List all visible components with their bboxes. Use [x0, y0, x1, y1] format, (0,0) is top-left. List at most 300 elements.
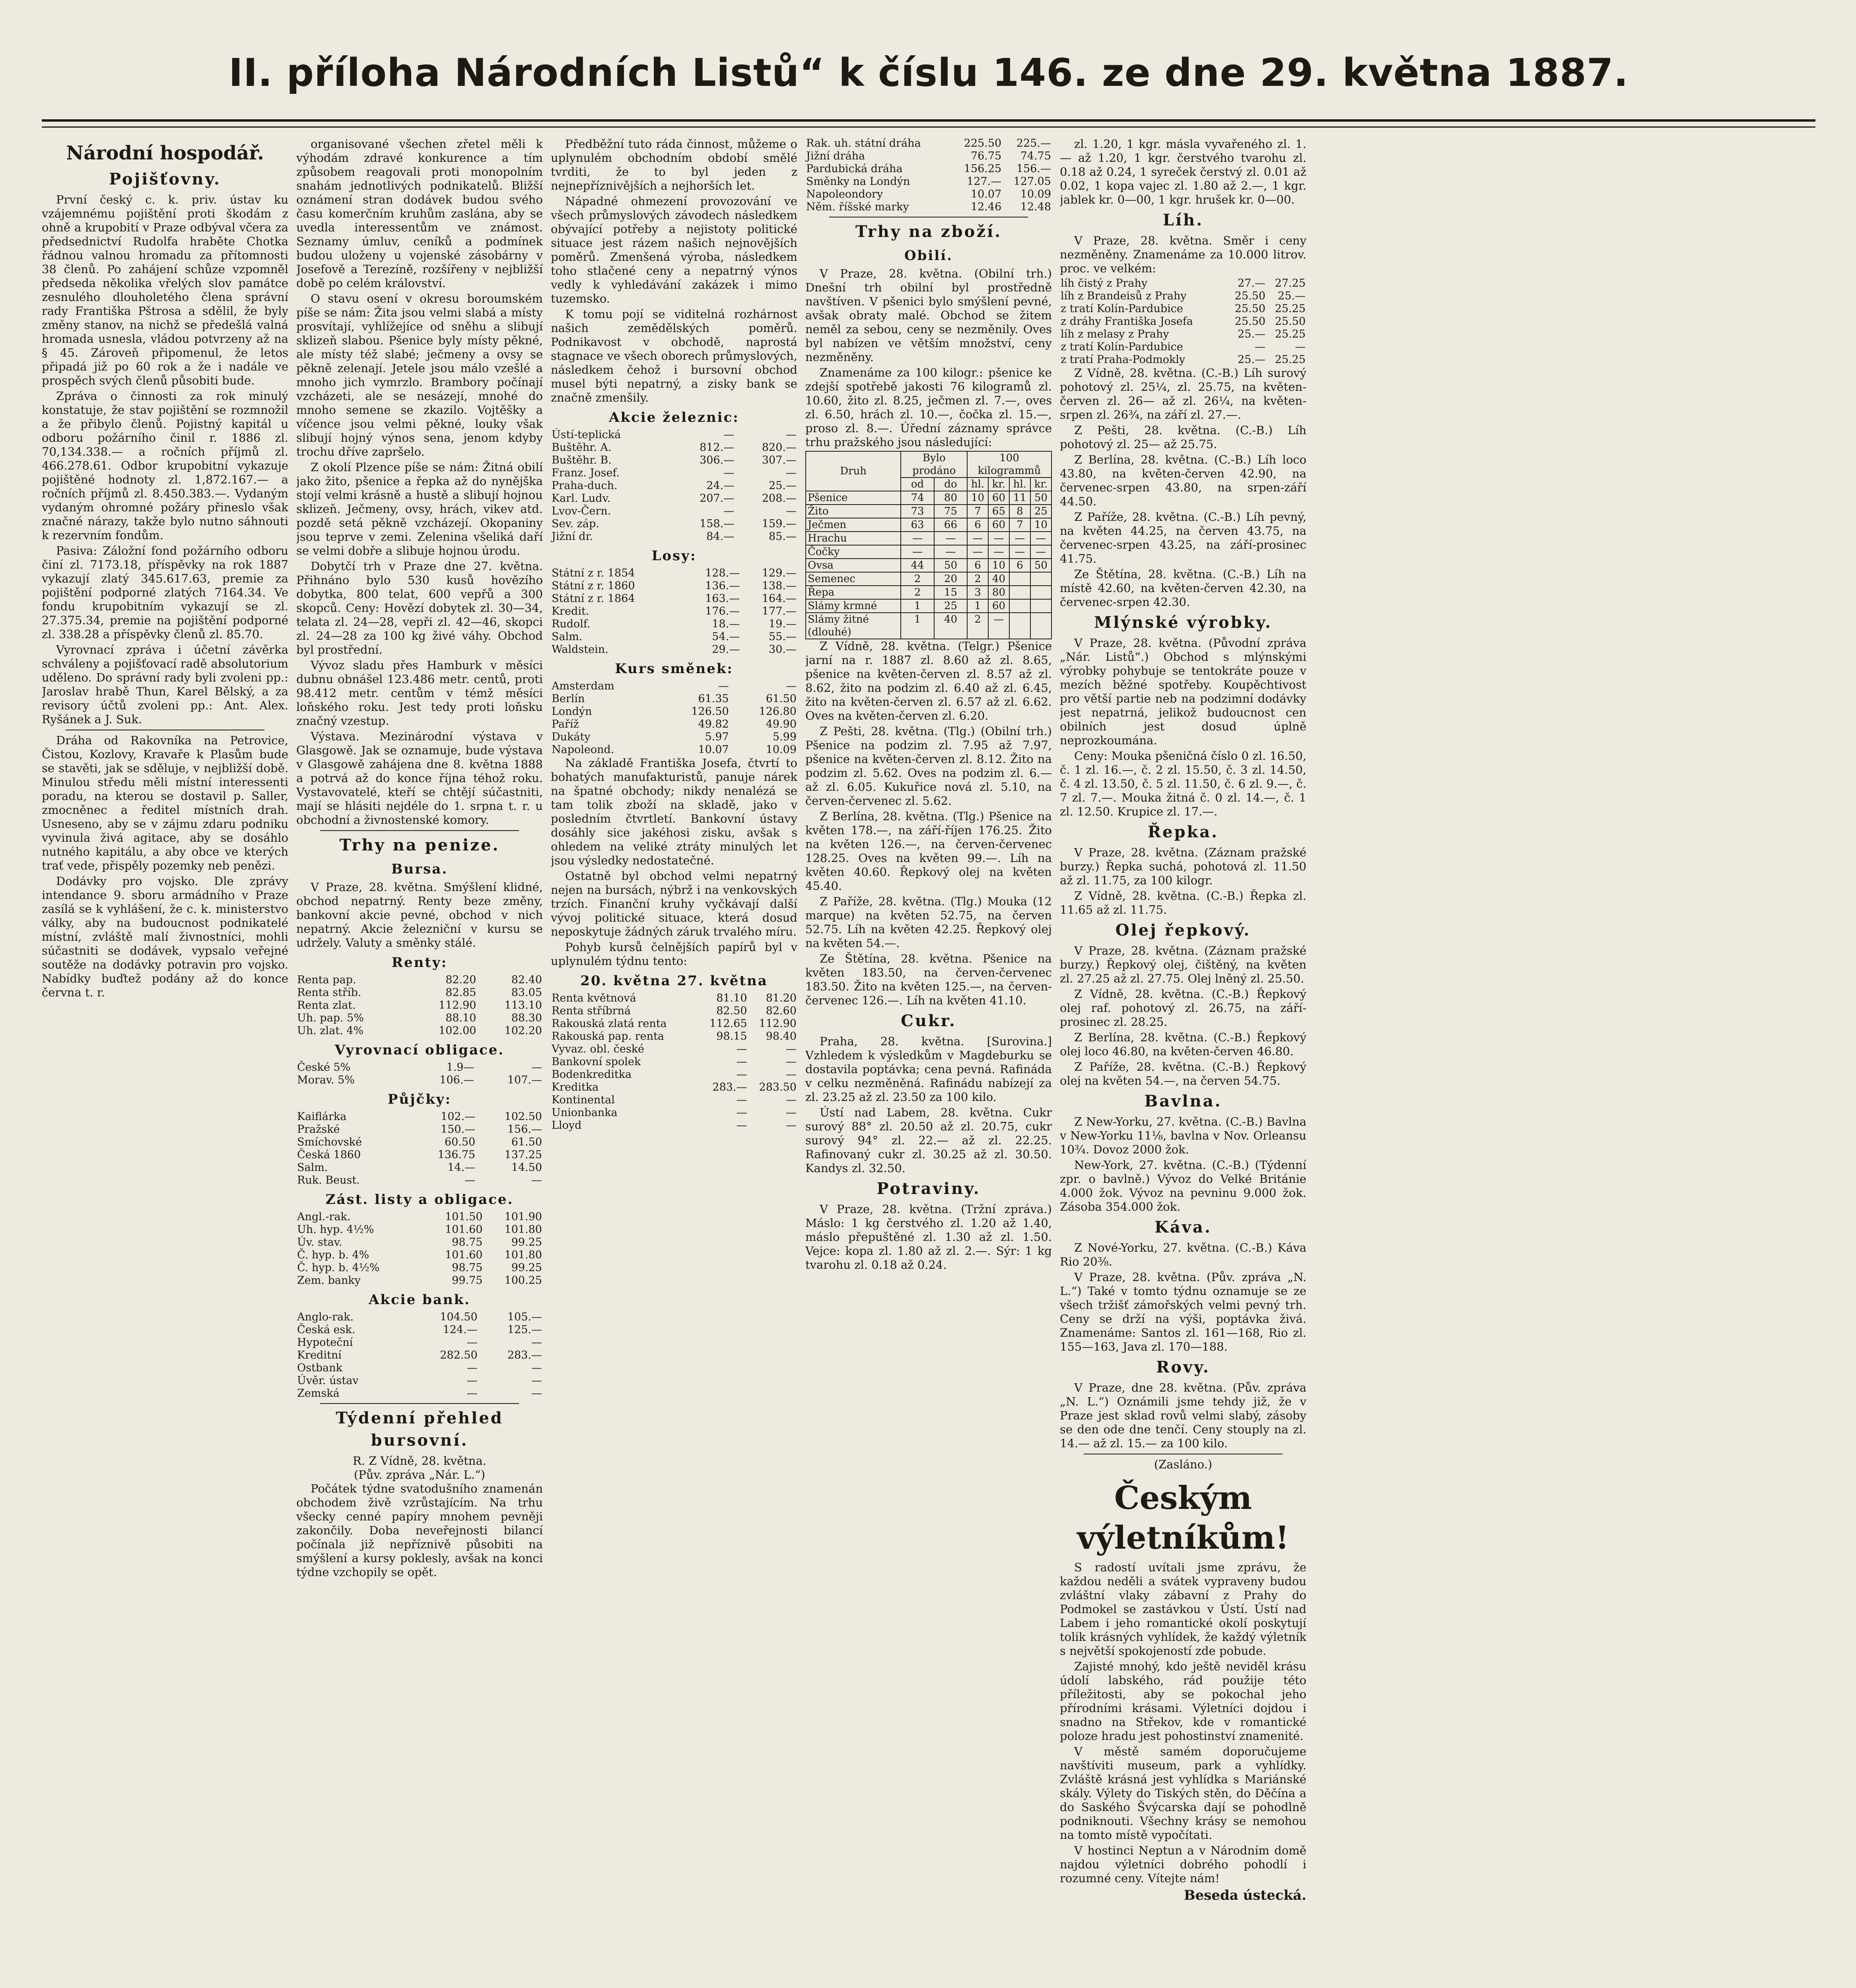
- article-paragraph: Dobytčí trh v Praze dne 27. května. Přihnáno bylo 530 kusů hovězího dobytka, 800 telat, 600 vepřů a 300 skopců. Ceny: Hovězí dobytek zl. 30—34, telata zl. 24—28, vepři zl. 42—46, skopci zl. 24—28 za 100 kg živé váhy. Obchod byl prostřední.: [296, 559, 543, 656]
- table-row: [296, 1324, 543, 1336]
- row-value: 61.35: [698, 693, 729, 705]
- table-row: [296, 1110, 543, 1123]
- table-row: [805, 175, 1052, 188]
- article-paragraph: Předběžní tuto ráda činnost, můžeme o uplynulém obchodním období smělé tvrditi, že to byl jeden z nejnepříznivějších a nejhorších let.: [551, 137, 797, 192]
- row-value: —: [736, 1094, 747, 1106]
- grain-value: 2: [901, 572, 934, 586]
- coffee-title: Káva.: [1154, 1218, 1212, 1237]
- article-paragraph: organisované všechen zřetel měli k výhodám zdravé konkurence a tím způsobem reagovali proti monopolním snahám jednotlivých podnikatelů. Bližší oznámení stran dodávek budou svého času komerčním kruhům zaslána, aby se uvedla interessentům ve známost. Seznamy úmluv, ceníků a podmínek budou uloženy u vojenské zásobárny v Josefově a Terezíně, rozšířeny v nejbližší době po celém království.: [296, 137, 543, 290]
- row-value: —: [786, 1043, 797, 1055]
- article-paragraph: Z Paříže, 28. května. (Tlg.) Mouka (12 marque) na květen 52.75, na červen 52.75. Líh na květen 42.25. Řepkový olej na květen 54.—.: [805, 895, 1052, 950]
- table-row: [296, 1362, 543, 1375]
- row-value: 19.—: [769, 618, 797, 630]
- row-label: Karl. Ludv.: [552, 492, 611, 505]
- row-value: 25.—: [769, 480, 797, 492]
- weekly-source: (Pův. zpráva „Nár. L.“): [354, 1468, 486, 1481]
- row-value: —: [786, 680, 797, 692]
- table-row: [296, 999, 543, 1012]
- grain-label: Slámy žitné (dlouhé): [806, 613, 901, 639]
- grain-row: [806, 572, 1051, 586]
- row-value: 102.50: [504, 1110, 542, 1123]
- columns: [42, 137, 1815, 1988]
- row-value: 10.09: [1020, 188, 1051, 200]
- cotton-text: New-York, 27. května. (C.-B.) (Týdenní zpr. o bavlně.) Vývoz do Velké Británie 4.000 žok. Vývoz na pevninu 9.000 žok. Zásoba 354.000 žok.: [1060, 1158, 1306, 1213]
- row-value: 10.09: [766, 744, 797, 756]
- oil-text: Z Berlína, 28. května. (C.-B.) Řepkový olej loco 46.80, na květen-červen 46.80.: [1060, 1031, 1306, 1058]
- table-row: [1060, 277, 1306, 290]
- table-row: [296, 1223, 543, 1236]
- row-value: 25.50: [1234, 303, 1266, 315]
- article-paragraph: O stavu osení v okresu boroumském píše se nám: Žita jsou velmi slabá a místy prosvítají, vyhlížejíce od sněhu a slibují sklizeň slabou. Pšenice byly místy pěkné, ale místy též slabé; ječmeny a ovsy se pěkně zelenají. Jetele jsou málo vzešlé a mnoho jich vymrzlo. Brambory počínají vzcházeti, ale se nesázejí, mnohé do mnoho semene se zkazilo. Vojtěšky a víčence jsou velmi pěkné, louky však slibují hojný výnos sena, jenom kdyby trochu dříve zapršelo.: [296, 292, 543, 458]
- grain-value: 50: [1030, 491, 1051, 505]
- row-value: 820.—: [762, 441, 797, 454]
- grain-value: 73: [901, 505, 934, 518]
- table-row: [1060, 315, 1306, 328]
- table-row: [551, 618, 797, 631]
- grain-row: [806, 491, 1051, 505]
- grain-value: 20: [934, 572, 967, 586]
- table-row: [551, 429, 797, 441]
- table-row: [551, 680, 797, 693]
- grain-value: 44: [901, 559, 934, 572]
- grain-value: —: [1030, 532, 1051, 545]
- table-row: [551, 992, 797, 1005]
- row-value: 106.—: [439, 1074, 474, 1086]
- table-row: [1060, 328, 1306, 341]
- section-title: Národní hospodář.: [66, 142, 264, 164]
- table-row: [551, 705, 797, 718]
- row-label: Praha-duch.: [552, 480, 618, 492]
- row-value: 81.20: [766, 992, 797, 1004]
- grain-value: 8: [1009, 505, 1030, 518]
- row-value: 124.—: [443, 1324, 478, 1336]
- grain-value: [1030, 586, 1051, 599]
- row-value: 88.10: [445, 1012, 476, 1024]
- table-row: [296, 1025, 543, 1037]
- row-value: 88.30: [511, 1012, 542, 1024]
- article-paragraph: Z Pešti, 28. května. (C.-B.) Líh pohotový zl. 25— až 25.75.: [1060, 423, 1306, 451]
- row-value: 82.20: [445, 974, 476, 986]
- grain-value: 50: [934, 559, 967, 572]
- row-value: —: [786, 1068, 797, 1081]
- table-row: [551, 1056, 797, 1068]
- row-label: Renta zlat.: [297, 999, 356, 1011]
- quote-table-akcie-bank: [296, 1311, 543, 1400]
- table-row: [551, 580, 797, 592]
- grain-value: 10: [1030, 518, 1051, 532]
- row-value: 207.—: [700, 492, 735, 505]
- row-label: Pražské: [297, 1123, 340, 1136]
- article-paragraph: Ceny: Mouka pšeničná číslo 0 zl. 16.50, č. 1 zl. 16.—, č. 2 zl. 15.50, č. 3 zl. 14.50, č. 4 zl. 13.50, č. 5 zl. 11.50, č. 6 zl. 9.—, č. 7 zl. 7.—. Mouka žitná č. 0 zl. 14.—, č. 1 zl. 12.50. Krupice zl. 17.—.: [1060, 749, 1306, 818]
- row-value: 18.—: [712, 618, 740, 630]
- article-paragraph: Nápadné ohmezení provozování ve všech průmyslových závodech následkem obývající potřeby a nejistoty politické situace jest rázem našich nejnovějších poměrů. Zmenšená výroba, následkem toho stlačené ceny a nepatrný výnos vedly k vyhledávání zakázek i mimo tuzemsko.: [551, 194, 797, 305]
- row-value: 85.—: [769, 530, 797, 543]
- grain-value: 60: [988, 518, 1009, 532]
- row-label: Franz. Josef.: [552, 467, 620, 479]
- row-value: —: [466, 1362, 478, 1374]
- article-paragraph: První český c. k. priv. ústav ku vzájemnému pojištění proti škodám z ohně a krupobití v Praze odbýval včera za předsednictví Rudolfa hraběte Chotka řádnou valnou hromadu za přítomnosti 38 členů. Po zahájení schůze vzpomněl předseda několika vřelých slov památce zesnulého dlouholetého člena správní rady Františka Pštrosa a sdělil, že byly změny stanov, na nichž se předešlá valná hromada usnesla, vládou potvrzeny až na § 45. Zároveň připomenul, že letos připadá již po 60 rok a že i nadále ve prospěch svých členů působiti bude.: [42, 193, 288, 387]
- row-label: Uh. hyp. 4½%: [297, 1223, 374, 1236]
- grain-row: [806, 505, 1051, 518]
- quote-table-renty: [296, 974, 543, 1037]
- divider: [320, 830, 519, 831]
- grain-value: 2: [967, 613, 988, 639]
- table-row: [551, 592, 797, 605]
- row-label: Renta stříb.: [297, 986, 361, 999]
- row-label: Jižní dráha: [806, 150, 865, 162]
- table-row: [296, 1249, 543, 1262]
- article-paragraph: Ze Štětína, 28. května. (C.-B.) Líh na místě 42.60, na květen-červen 42.30, na červenec-srpen 42.30.: [1060, 567, 1306, 609]
- coffee-text: V Praze, 28. května. (Pův. zpráva „N. L.“) Také v tomto týdnu oznamuje se ze všech tržišť zámořských velmi pevný trh. Ceny se drží na výši, poptávka živá. Znamenáme: Santos zl. 161—168, Rio zl. 155—163, Java zl. 170—188.: [1060, 1270, 1306, 1353]
- row-value: 102.00: [439, 1025, 476, 1037]
- row-value: 99.25: [511, 1236, 542, 1248]
- row-label: Pardubická dráha: [806, 163, 903, 175]
- table-row: [551, 467, 797, 480]
- row-label: Vyvaz. obl. české: [552, 1043, 645, 1055]
- table-row: [296, 1136, 543, 1149]
- table-row: [296, 1211, 543, 1223]
- row-label: Rakouská pap. renta: [552, 1030, 664, 1043]
- row-label: Uh. pap. 5%: [297, 1012, 364, 1024]
- weekly-dateline: R. Z Vídně, 28. května.: [353, 1454, 486, 1468]
- spirit-intro: V Praze, 28. května. Směr i ceny nezměněny. Znamenáme za 10.000 litrov. proc. ve velkém:: [1060, 234, 1306, 275]
- row-value: 61.50: [766, 693, 797, 705]
- article-paragraph: K tomu pojí se viditelná rozhárnost našich zemědělských poměrů. Podnikavost v obchodě, naprostá stagnace ve všech oborech průmyslových, následkem čehož i bursovní obchod musel býti nepatrný, a zisky bank se značně zmenšily.: [551, 307, 797, 404]
- row-label: Buštěhr. A.: [552, 441, 612, 454]
- row-label: líh čistý z Prahy: [1061, 277, 1148, 289]
- grain-value: 74: [901, 491, 934, 505]
- grain-value: 6: [967, 559, 988, 572]
- column-1: [42, 137, 288, 1988]
- rapeseed-text: V Praze, 28. května. (Záznam pražské burzy.) Řepka suchá, pohotová zl. 11.50 až zl. 11.75, za 100 kilogr.: [1060, 846, 1306, 887]
- grain-value: 6: [1009, 559, 1030, 572]
- grain-value: —: [1030, 545, 1051, 559]
- grain-value: 40: [934, 613, 967, 639]
- row-value: —: [531, 1061, 542, 1074]
- table-row: [551, 480, 797, 492]
- row-label: líh z melasy z Prahy: [1061, 328, 1169, 340]
- row-value: 84.—: [706, 530, 735, 543]
- table-row: [1060, 353, 1306, 366]
- row-value: —: [1295, 341, 1306, 353]
- article-paragraph: Zpráva o činnosti za rok minulý konstatuje, že stav pojištění se rozmnožil a že přibylo členů. Pojistný kapitál u odboru požárního činil r. 1886 zl. 70,134.338.— a ročních příjmů zl. 466.278.61. Odbor krupobitní vykazuje pojištěné hodnoty zl. 1,872.167.— a ročních příjmů zl. 8.450.383.—. Vydaným vydaným ohromné požáry přineslo však značné nárazy, takže bylo nutno sáhnouti k rezervním fondům.: [42, 389, 288, 542]
- row-label: Renta stříbrná: [552, 1005, 631, 1017]
- table-row: [551, 492, 797, 505]
- grain-value: 80: [988, 586, 1009, 599]
- table-row: [551, 1107, 797, 1119]
- article-paragraph: Z Vídně, 28. května. (Telgr.) Pšenice jarní na r. 1887 zl. 8.60 až zl. 8.65, pšenice na květen-červen zl. 8.57 až zl. 8.62, žito na podzim zl. 6.40 až zl. 6.45, žito na květen-červen zl. 6.57 až zl. 6.62. Oves na květen-červen zl. 6.20.: [805, 639, 1052, 722]
- grain-header-kr: kr.: [988, 478, 1009, 491]
- grain-value: 63: [901, 518, 934, 532]
- row-value: 1.9—: [446, 1061, 474, 1074]
- row-value: —: [531, 1387, 542, 1400]
- row-value: 125.—: [507, 1324, 542, 1336]
- table-row: [296, 1061, 543, 1074]
- table-row: [296, 986, 543, 999]
- row-label: Rakouská zlatá renta: [552, 1017, 667, 1030]
- grain-value: 2: [901, 586, 934, 599]
- row-value: 25.—: [1278, 290, 1306, 302]
- grain-value: —: [967, 545, 988, 559]
- grain-value: 10: [988, 559, 1009, 572]
- table-row: [805, 201, 1052, 214]
- row-label: Anglo-rak.: [297, 1311, 354, 1323]
- row-value: 12.46: [970, 201, 1002, 213]
- article-paragraph: Z Berlína, 28. května. (C.-B.) Líh loco 43.80, na květen-červen 42.90, na červenec-srpen 43.80, na srpen-září 44.50.: [1060, 453, 1306, 508]
- table-row: [551, 1043, 797, 1056]
- grain-value: [1009, 613, 1030, 639]
- row-value: 14.50: [511, 1161, 542, 1174]
- grain-value: —: [988, 613, 1009, 639]
- table-row: [296, 1311, 543, 1324]
- row-value: 156.—: [507, 1123, 542, 1136]
- grain-value: 11: [1009, 491, 1030, 505]
- article-paragraph: Výstava. Mezinárodní výstava v Glasgowě. Jak se oznamuje, bude výstava v Glasgowě zahájena dne 8. května 1888 a potrvá až do konce října téhož roku. Vystavovatelé, kteří se chtějí súčastniti, mají se hlásiti nejdéle do 1. srpna t. r. u obchodní a živnostenské komory.: [296, 730, 543, 827]
- row-value: 54.—: [712, 631, 740, 643]
- grain-value: —: [901, 545, 934, 559]
- table-row: [296, 1349, 543, 1362]
- row-label: Amsterdam: [552, 680, 614, 692]
- row-value: —: [736, 1107, 747, 1119]
- grain-value: —: [1009, 545, 1030, 559]
- row-value: 156.—: [1016, 163, 1051, 175]
- table-row: [551, 631, 797, 643]
- masthead: [42, 9, 1815, 136]
- subsection-title: Pojišťovny.: [109, 170, 221, 188]
- row-value: 25.25: [1275, 328, 1306, 340]
- row-value: —: [736, 1056, 747, 1068]
- row-value: 12.48: [1020, 201, 1051, 213]
- grain-label: Žito: [806, 505, 901, 518]
- oil-title: Olej řepkový.: [1115, 921, 1251, 940]
- grain-label: Slámy krmné: [806, 599, 901, 613]
- row-value: 112.65: [709, 1017, 747, 1030]
- article-paragraph: Dodávky pro vojsko. Dle zprávy intendance 9. sboru armádního v Praze zasílá se k vyhlášení, že c. k. ministerstvo války, aby na budoucnost podnikatelé místní, zvláště malí živnostníci, mohli súčastniti se dodávek, vypsalo veřejné soutěže na dodávky potravin pro vojsko. Nabídky buďtež podány až do konce června t. r.: [42, 874, 288, 999]
- article-paragraph: Z Pešti, 28. května. (Tlg.) (Obilní trh.) Pšenice na podzim zl. 7.95 až 7.97, pšenice na květen-červen zl. 8.12. Žito na podzim zl. 5.62. Oves na podzim zl. 6.— až zl. 6.05. Kukuřice nová zl. 5.10, na červen-červenec zl. 5.62.: [805, 724, 1052, 808]
- grain-value: —: [967, 532, 988, 545]
- row-value: —: [736, 1119, 747, 1132]
- row-value: 81.10: [716, 992, 747, 1004]
- row-label: z tratí Praha-Podmokly: [1061, 353, 1186, 366]
- row-label: líh z Brandeisů z Prahy: [1061, 290, 1187, 302]
- row-label: Úvěr. ústav: [297, 1375, 359, 1387]
- row-value: 100.25: [504, 1274, 542, 1287]
- ad-paragraph: V městě samém doporučujeme navštíviti museum, park a vyhlídky. Zvláště krásná jest vyhlídka s Mariánské skály. Výlety do Tiských stěn, do Děčína a do Saského Švýcarska dají se pohodlně podniknouti. Všechny krásy se nemohou na tomto místě vypočítati.: [1060, 1745, 1306, 1842]
- row-value: 10.07: [698, 744, 729, 756]
- row-value: —: [786, 1107, 797, 1119]
- row-value: 27.—: [1238, 277, 1266, 289]
- table-title: Půjčky:: [387, 1091, 452, 1107]
- row-value: 136.75: [437, 1149, 476, 1161]
- column-5: [1060, 137, 1306, 1988]
- table-row: [296, 974, 543, 986]
- row-value: 812.—: [700, 441, 735, 454]
- row-label: Státní z r. 1864: [552, 592, 635, 605]
- row-value: 225.—: [1016, 137, 1051, 149]
- grain-label: Ječmen: [806, 518, 901, 532]
- row-label: Něm. říšské marky: [806, 201, 909, 213]
- row-label: Ústí-teplická: [552, 429, 621, 441]
- oil-text: V Praze, 28. května. (Záznam pražské burzy.) Řepkový olej, čištěný, na květen zl. 27.25 až zl. 27.75. Olej lněný zl. 25.50.: [1060, 944, 1306, 985]
- oil-text: Z Paříže, 28. května. (C.-B.) Řepkový olej na květen 54.—, na červen 54.75.: [1060, 1060, 1306, 1087]
- grain-value: 3: [967, 586, 988, 599]
- table-row: [1060, 303, 1306, 315]
- row-value: 127.05: [1013, 175, 1051, 188]
- row-label: Jižní dr.: [552, 530, 593, 543]
- table-row: [296, 1274, 543, 1287]
- row-value: 55.—: [769, 631, 797, 643]
- table-row: [551, 718, 797, 731]
- quote-table-zast: [296, 1211, 543, 1287]
- row-value: —: [723, 467, 735, 479]
- grain-value: [1009, 586, 1030, 599]
- grain-value: —: [934, 532, 967, 545]
- row-value: 159.—: [762, 518, 797, 530]
- row-value: 101.60: [445, 1223, 483, 1236]
- section-title-money: Trhy na penize.: [339, 836, 500, 854]
- grain-header-hl2: hl.: [1009, 478, 1030, 491]
- table-row: [805, 188, 1052, 201]
- grain-value: 66: [934, 518, 967, 532]
- grain-value: 65: [988, 505, 1009, 518]
- row-value: 112.90: [759, 1017, 797, 1030]
- grain-header-hl: hl.: [967, 478, 988, 491]
- ad-paragraph: V hostinci Neptun a v Národním domě najdou výletníci dobrého pohodlí i rozumné ceny. Vítejte nám!: [1060, 1844, 1306, 1885]
- grain-row: [806, 599, 1051, 613]
- grain-row: [806, 518, 1051, 532]
- row-value: 82.85: [445, 986, 476, 999]
- bursa-intro: V Praze, 28. května. Smýšlení klidné, obchod nepatrný. Renty beze změny, bankovní akcie pevné, obchod v nich nepatrný. Akcie železniční v kursu se udržely. Valuty a směnky stálé.: [296, 880, 543, 949]
- row-value: 98.15: [716, 1030, 747, 1043]
- grain-value: 80: [934, 491, 967, 505]
- row-label: Státní z r. 1860: [552, 580, 635, 592]
- row-value: 82.40: [511, 974, 542, 986]
- row-label: Buštěhr. B.: [552, 454, 612, 466]
- row-value: 99.75: [452, 1274, 483, 1287]
- row-value: —: [531, 1362, 542, 1374]
- table-row: [296, 1262, 543, 1274]
- row-label: Bankovní spolek: [552, 1056, 641, 1068]
- grain-value: 25: [934, 599, 967, 613]
- article-paragraph: Pasiva: Záložní fond požárního odboru činí zl. 7173.18, příspěvky na rok 1887 vykazují zlatý 345.617.63, premie za pojištění podporné zlatých 7164.34. Ve fondu krupobitním vykazují se zl. 27.375.34, premie na pojištění podporné zl. 338.28 a příspěvky členů zl. 85.70.: [42, 544, 288, 641]
- table-title: 20. května 27. května: [580, 973, 768, 989]
- row-label: Kredit.: [552, 605, 589, 617]
- article-paragraph: Z Berlína, 28. května. (Tlg.) Pšenice na květen 178.—, na září-říjen 176.25. Žito na květen 126.—, na červen-červenec 128.25. Oves na květen 99.—. Líh na květen 40.60. Řepkový olej na květen 45.40.: [805, 810, 1052, 893]
- grain-value: 15: [934, 586, 967, 599]
- grain-header-od: od: [901, 478, 934, 491]
- grain-value: 60: [988, 491, 1009, 505]
- grain-table: [805, 451, 1052, 639]
- row-value: 5.99: [772, 731, 797, 743]
- table-title: Vyrovnací obligace.: [334, 1042, 505, 1058]
- sugar-text: Praha, 28. května. [Surovina.] Vzhledem k výsledkům v Magdeburku se dostavila poptávka; cena pevná. Rafináda v celku nezměněná. Rafinádu nabízejí za zl. 23.25 až zl. 23.50 za 100 kilo.: [805, 1035, 1052, 1104]
- column-2: [296, 137, 543, 1988]
- grain-header-unit: 100 kilogrammů: [967, 451, 1051, 478]
- table-row: [805, 137, 1052, 150]
- food-title: Potraviny.: [876, 1179, 981, 1198]
- table-row: [1060, 341, 1306, 353]
- row-value: 102.20: [504, 1025, 542, 1037]
- rapeseed-text: Z Vídně, 28. května. (C.-B.) Řepka zl. 11.65 až zl. 11.75.: [1060, 889, 1306, 916]
- weekly-text: Počátek týdne svatodušního znamenán obchodem živě vzrůstajícím. Na trhu všecky cenné papíry mnohem pevněji zakončily. Doba neveřejnosti bilancí počínala již nepříznivě působiti na smýšlení a kursy poklesly, avšak na konci týdne vzchopily se opět.: [296, 1482, 543, 1579]
- row-value: —: [466, 1336, 478, 1349]
- table-row: [805, 163, 1052, 175]
- table-title: Kurs směnek:: [615, 661, 733, 677]
- row-label: Waldstein.: [552, 643, 608, 656]
- article-paragraph: Vývoz sladu přes Hamburk v měsíci dubnu obnášel 123.486 metr. centů, proti 98.412 metr. centům v témž měsíci loňského roku. Jest tedy proti loňsku značný vzestup.: [296, 658, 543, 728]
- sugar-title: Cukr.: [901, 1011, 956, 1030]
- article-paragraph: Ostatně byl obchod velmi nepatrný nejen na bursách, nýbrž i na venkovských trzích. Finanční kruhy vyčkávají další vývoj politické situace, která dosud neposkytuje žádných záruk trvalého míru.: [551, 869, 797, 938]
- row-value: —: [464, 1174, 476, 1186]
- row-label: Salm.: [297, 1161, 328, 1174]
- row-label: Dukáty: [552, 731, 591, 743]
- grain-value: 40: [988, 572, 1009, 586]
- row-value: 25.50: [1275, 315, 1306, 328]
- row-label: Česká 1860: [297, 1149, 361, 1161]
- row-label: Renta pap.: [297, 974, 356, 986]
- ad-headline: Českým výletníkům!: [1077, 1479, 1289, 1556]
- row-value: 10.07: [970, 188, 1002, 200]
- article-paragraph: Pohyb kursů čelnějších papírů byl v uplynulém týdnu tento:: [551, 940, 797, 968]
- grain-value: —: [934, 545, 967, 559]
- row-value: 99.25: [511, 1262, 542, 1274]
- row-value: 98.75: [452, 1236, 483, 1248]
- row-value: 283.—: [507, 1349, 542, 1361]
- row-value: 82.50: [716, 1005, 747, 1017]
- rovy-title: Rovy.: [1156, 1358, 1210, 1376]
- row-label: Kaiflárka: [297, 1110, 347, 1123]
- row-value: 282.50: [440, 1349, 478, 1361]
- row-label: Ostbank: [297, 1362, 342, 1374]
- grain-label: Hrachu: [806, 532, 901, 545]
- row-value: 74.75: [1020, 150, 1051, 162]
- column-3: [551, 137, 797, 1988]
- quote-table-weekly: [551, 992, 797, 1132]
- row-label: Londýn: [552, 705, 592, 718]
- sugar-text: Ústí nad Labem, 28. května. Cukr surový 88° zl. 20.50 až zl. 20.75, cukr surový 94° zl. 22.— až zl. 22.25. Rafinovaný cukr zl. 30.25 až zl. 30.50. Kandys zl. 32.50.: [805, 1106, 1052, 1175]
- row-value: 177.—: [762, 605, 797, 617]
- row-value: 138.—: [762, 580, 797, 592]
- grain-value: 60: [988, 599, 1009, 613]
- rovy-text: V Praze, dne 28. května. (Pův. zpráva „N. L.“) Oznámili jsme tehdy již, že v Praze jest sklad rovů velmi slabý, zásoby se den ode dne tenčí. Ceny stouply na zl. 14.— až zl. 15.— za 100 kilo.: [1060, 1381, 1306, 1450]
- row-value: 27.25: [1275, 277, 1306, 289]
- article-paragraph: zl. 1.20, 1 kgr. másla vyvařeného zl. 1.— až 1.20, 1 kgr. čerstvého tvarohu zl. 0.18 až 0.24, 1 syreček čerstvý zl. 0.01 až 0.02, 1 kopa vajec zl. 1.80 až 2.—, 1 kgr. jablek kr. 0—00, 1 kgr. hrušek kr. 0—00.: [1060, 137, 1306, 206]
- grain-label: Čočky: [806, 545, 901, 559]
- row-value: 126.80: [759, 705, 797, 718]
- coffee-text: Z Nové-Yorku, 27. května. (C.-B.) Káva Rio 20⅜.: [1060, 1241, 1306, 1268]
- row-value: 29.—: [712, 643, 740, 656]
- row-value: 25.25: [1275, 303, 1306, 315]
- rapeseed-title: Řepka.: [1147, 823, 1219, 841]
- row-value: 61.50: [511, 1136, 542, 1148]
- table-row: [551, 1017, 797, 1030]
- row-value: 30.—: [769, 643, 797, 656]
- row-value: 76.75: [970, 150, 1002, 162]
- table-row: [296, 1236, 543, 1249]
- row-value: 112.90: [439, 999, 476, 1011]
- ad-paragraph: Zajisté mnohý, kdo ještě neviděl krásu údolí labského, rád použije této příležitosti, aby se pokochal jeho přírodními krásami. Výletníci dojdou i snadno na Střekov, kde v romantické poloze hradu jest pohostinství znamenité.: [1060, 1660, 1306, 1743]
- grain-intro: V Praze, 28. května. (Obilní trh.) Dnešní trh obilní byl prostředně navštíven. V pšenici bylo smýšlení pevné, avšak obraty malé. Obchod se žitem neměl za sebou, ceny se nezměnily. Oves byl nabízen ve větším množství, ceny nezměněny.: [805, 267, 1052, 364]
- article-paragraph: Dráha od Rakovníka na Petrovice, Čistou, Kozlovy, Kravaře k Plasům bude se stavěti, jak se sděluje, v nejbližší době. Minulou středu měli místní interessenti poradu, na kterou se dostavil p. Saller, zmocněnec a ředitel místních drah. Usneseno, aby se v zájmu zdaru podniku vyvinula živá agitace, aby se dosáhlo nutného kapitálu, a aby obce ve kterých trať vede, přispěly pozemky neb penězi.: [42, 734, 288, 872]
- grain-label: Pšenice: [806, 491, 901, 505]
- spirit-table: [1060, 277, 1306, 366]
- row-label: Berlín: [552, 693, 585, 705]
- row-value: 283.—: [712, 1081, 747, 1093]
- quote-table-pujcky: [296, 1110, 543, 1187]
- row-label: Napoleond.: [552, 744, 614, 756]
- quote-table-top: [805, 137, 1052, 214]
- sent-in-label: (Zasláno.): [1154, 1458, 1213, 1471]
